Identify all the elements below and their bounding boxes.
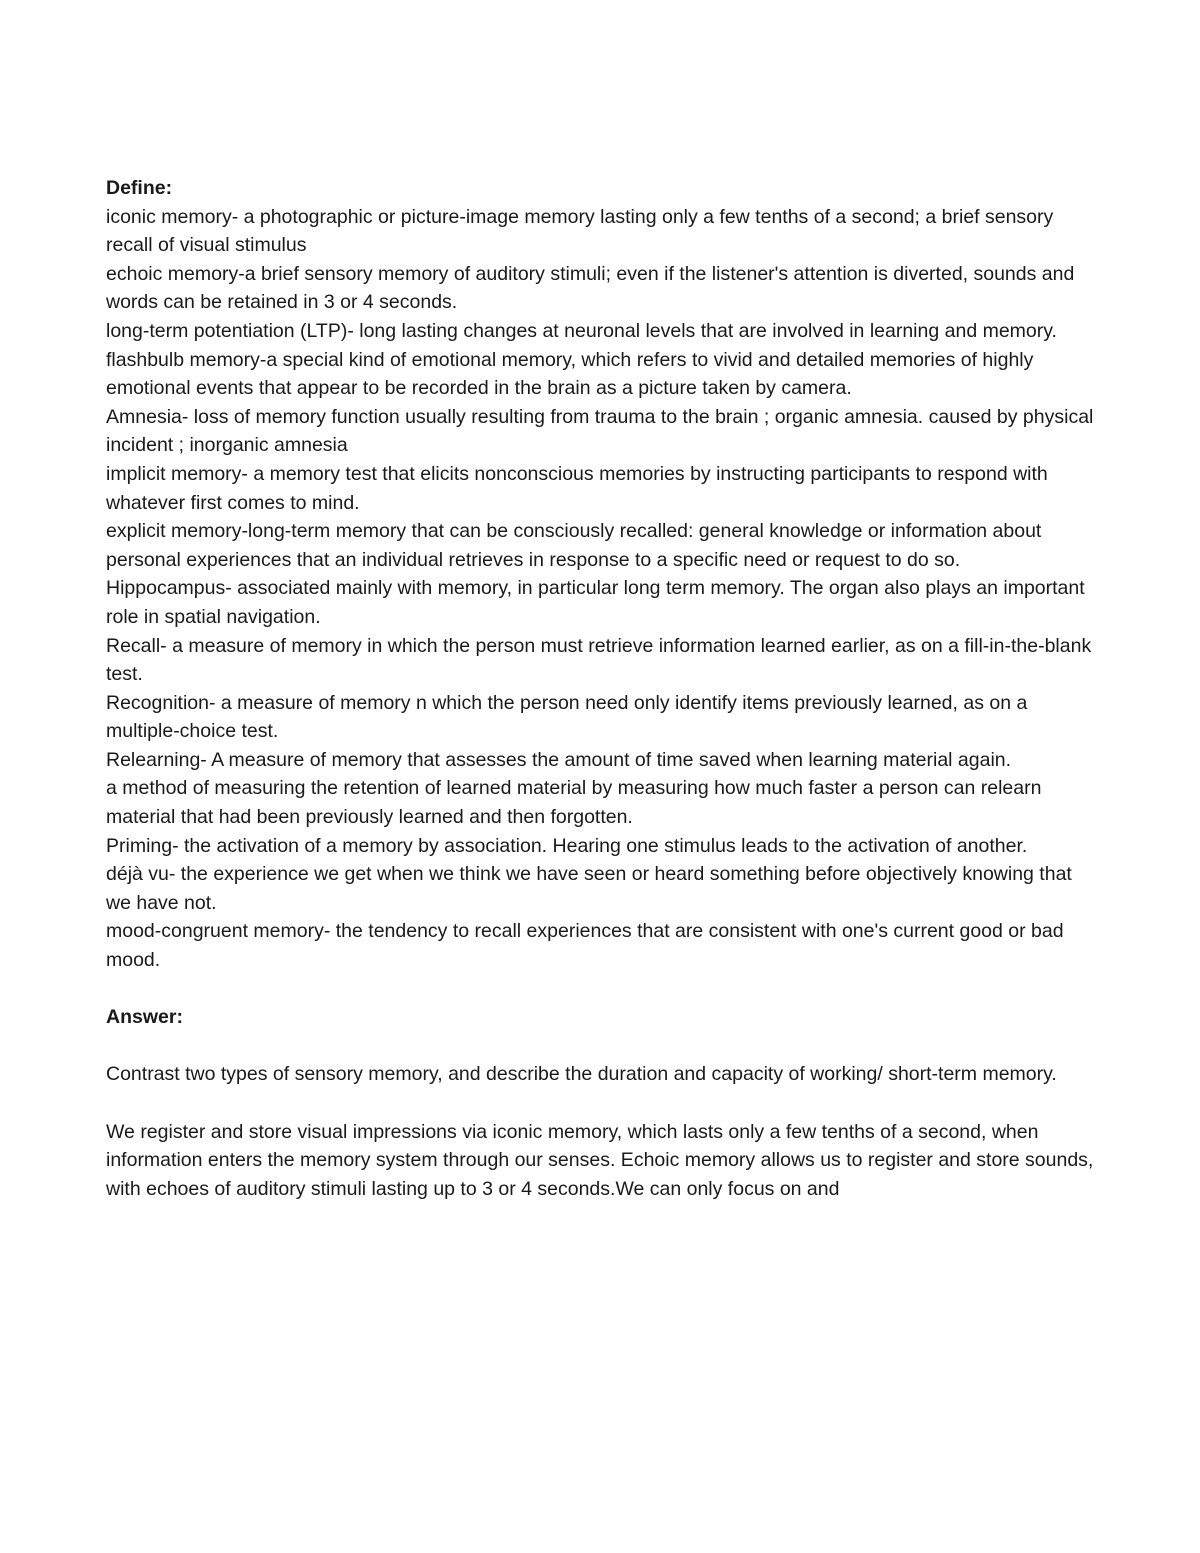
spacer bbox=[106, 1089, 1096, 1118]
definition-deja-vu: déjà vu- the experience we get when we think we have seen or heard something before objectively knowing that we have not. bbox=[106, 863, 1072, 914]
definition-amnesia: Amnesia- loss of memory function usually resulting from trauma to the brain ; organic amnesia. caused by physical incident ; inorganic amnesia bbox=[106, 405, 1094, 457]
definition-recall: Recall- a measure of memory in which the person must retrieve information learned earlier, as on a fill-in-the-blank test. bbox=[106, 634, 1092, 686]
definition-hippocampus: Hippocampus- associated mainly with memory, in particular long term memory. The organ also plays an important role in spatial navigation. bbox=[106, 577, 1085, 628]
definition-priming: Priming- the activation of a memory by association. Hearing one stimulus leads to the activation of another. bbox=[106, 834, 1028, 857]
definition-echoic-memory: echoic memory-a brief sensory memory of auditory stimuli; even if the listener's attention is diverted, sounds and words can be retained in 3 or 4 seconds. bbox=[106, 262, 1075, 314]
answer-paragraph: We register and store visual impressions via iconic memory, which lasts only a few tenths of a second, when information enters the memory system through our senses. Echoic memory allows us to register and store sounds, with echoes of auditory stimuli lasting up to 3 or 4 seconds.We can only focus on and bbox=[106, 1120, 1094, 1200]
definition-implicit-memory: implicit memory- a memory test that elicits nonconscious memories by instructing participants to respond with whatever first comes to mind. bbox=[106, 462, 1048, 514]
answer-heading: Answer: bbox=[106, 1006, 183, 1029]
definition-flashbulb-memory: flashbulb memory-a special kind of emotional memory, which refers to vivid and detailed memories of highly emotional events that appear to be recorded in the brain as a picture taken by camera. bbox=[106, 348, 1034, 400]
definition-explicit-memory: explicit memory-long-term memory that can be consciously recalled: general knowledge or information about personal experiences that an individual retrieves in response to a specific need or request to do so. bbox=[106, 520, 1042, 571]
definition-long-term-potentiation: long-term potentiation (LTP)- long lasting changes at neuronal levels that are involved in learning and memory. bbox=[106, 319, 1057, 342]
spacer bbox=[106, 1032, 1096, 1061]
definition-recognition: Recognition- a measure of memory n which the person need only identify items previously learned, as on a multiple-choice test. bbox=[106, 691, 1028, 743]
definition-relearning-method: a method of measuring the retention of learned material by measuring how much faster a person can relearn material that had been previously learned and then forgotten. bbox=[106, 777, 1042, 829]
document-page bbox=[106, 174, 1096, 1203]
define-heading: Define: bbox=[106, 177, 173, 199]
spacer bbox=[106, 975, 1096, 1004]
definition-mood-congruent-memory: mood-congruent memory- the tendency to recall experiences that are consistent with one's current good or bad mood. bbox=[106, 920, 1064, 972]
definition-relearning: Relearning- A measure of memory that assesses the amount of time saved when learning material again. bbox=[106, 748, 1012, 771]
question-text: Contrast two types of sensory memory, and describe the duration and capacity of working/ short-term memory. bbox=[106, 1063, 1057, 1086]
definition-iconic-memory: iconic memory- a photographic or picture-image memory lasting only a few tenths of a second; a brief sensory recall of visual stimulus bbox=[106, 205, 1054, 257]
